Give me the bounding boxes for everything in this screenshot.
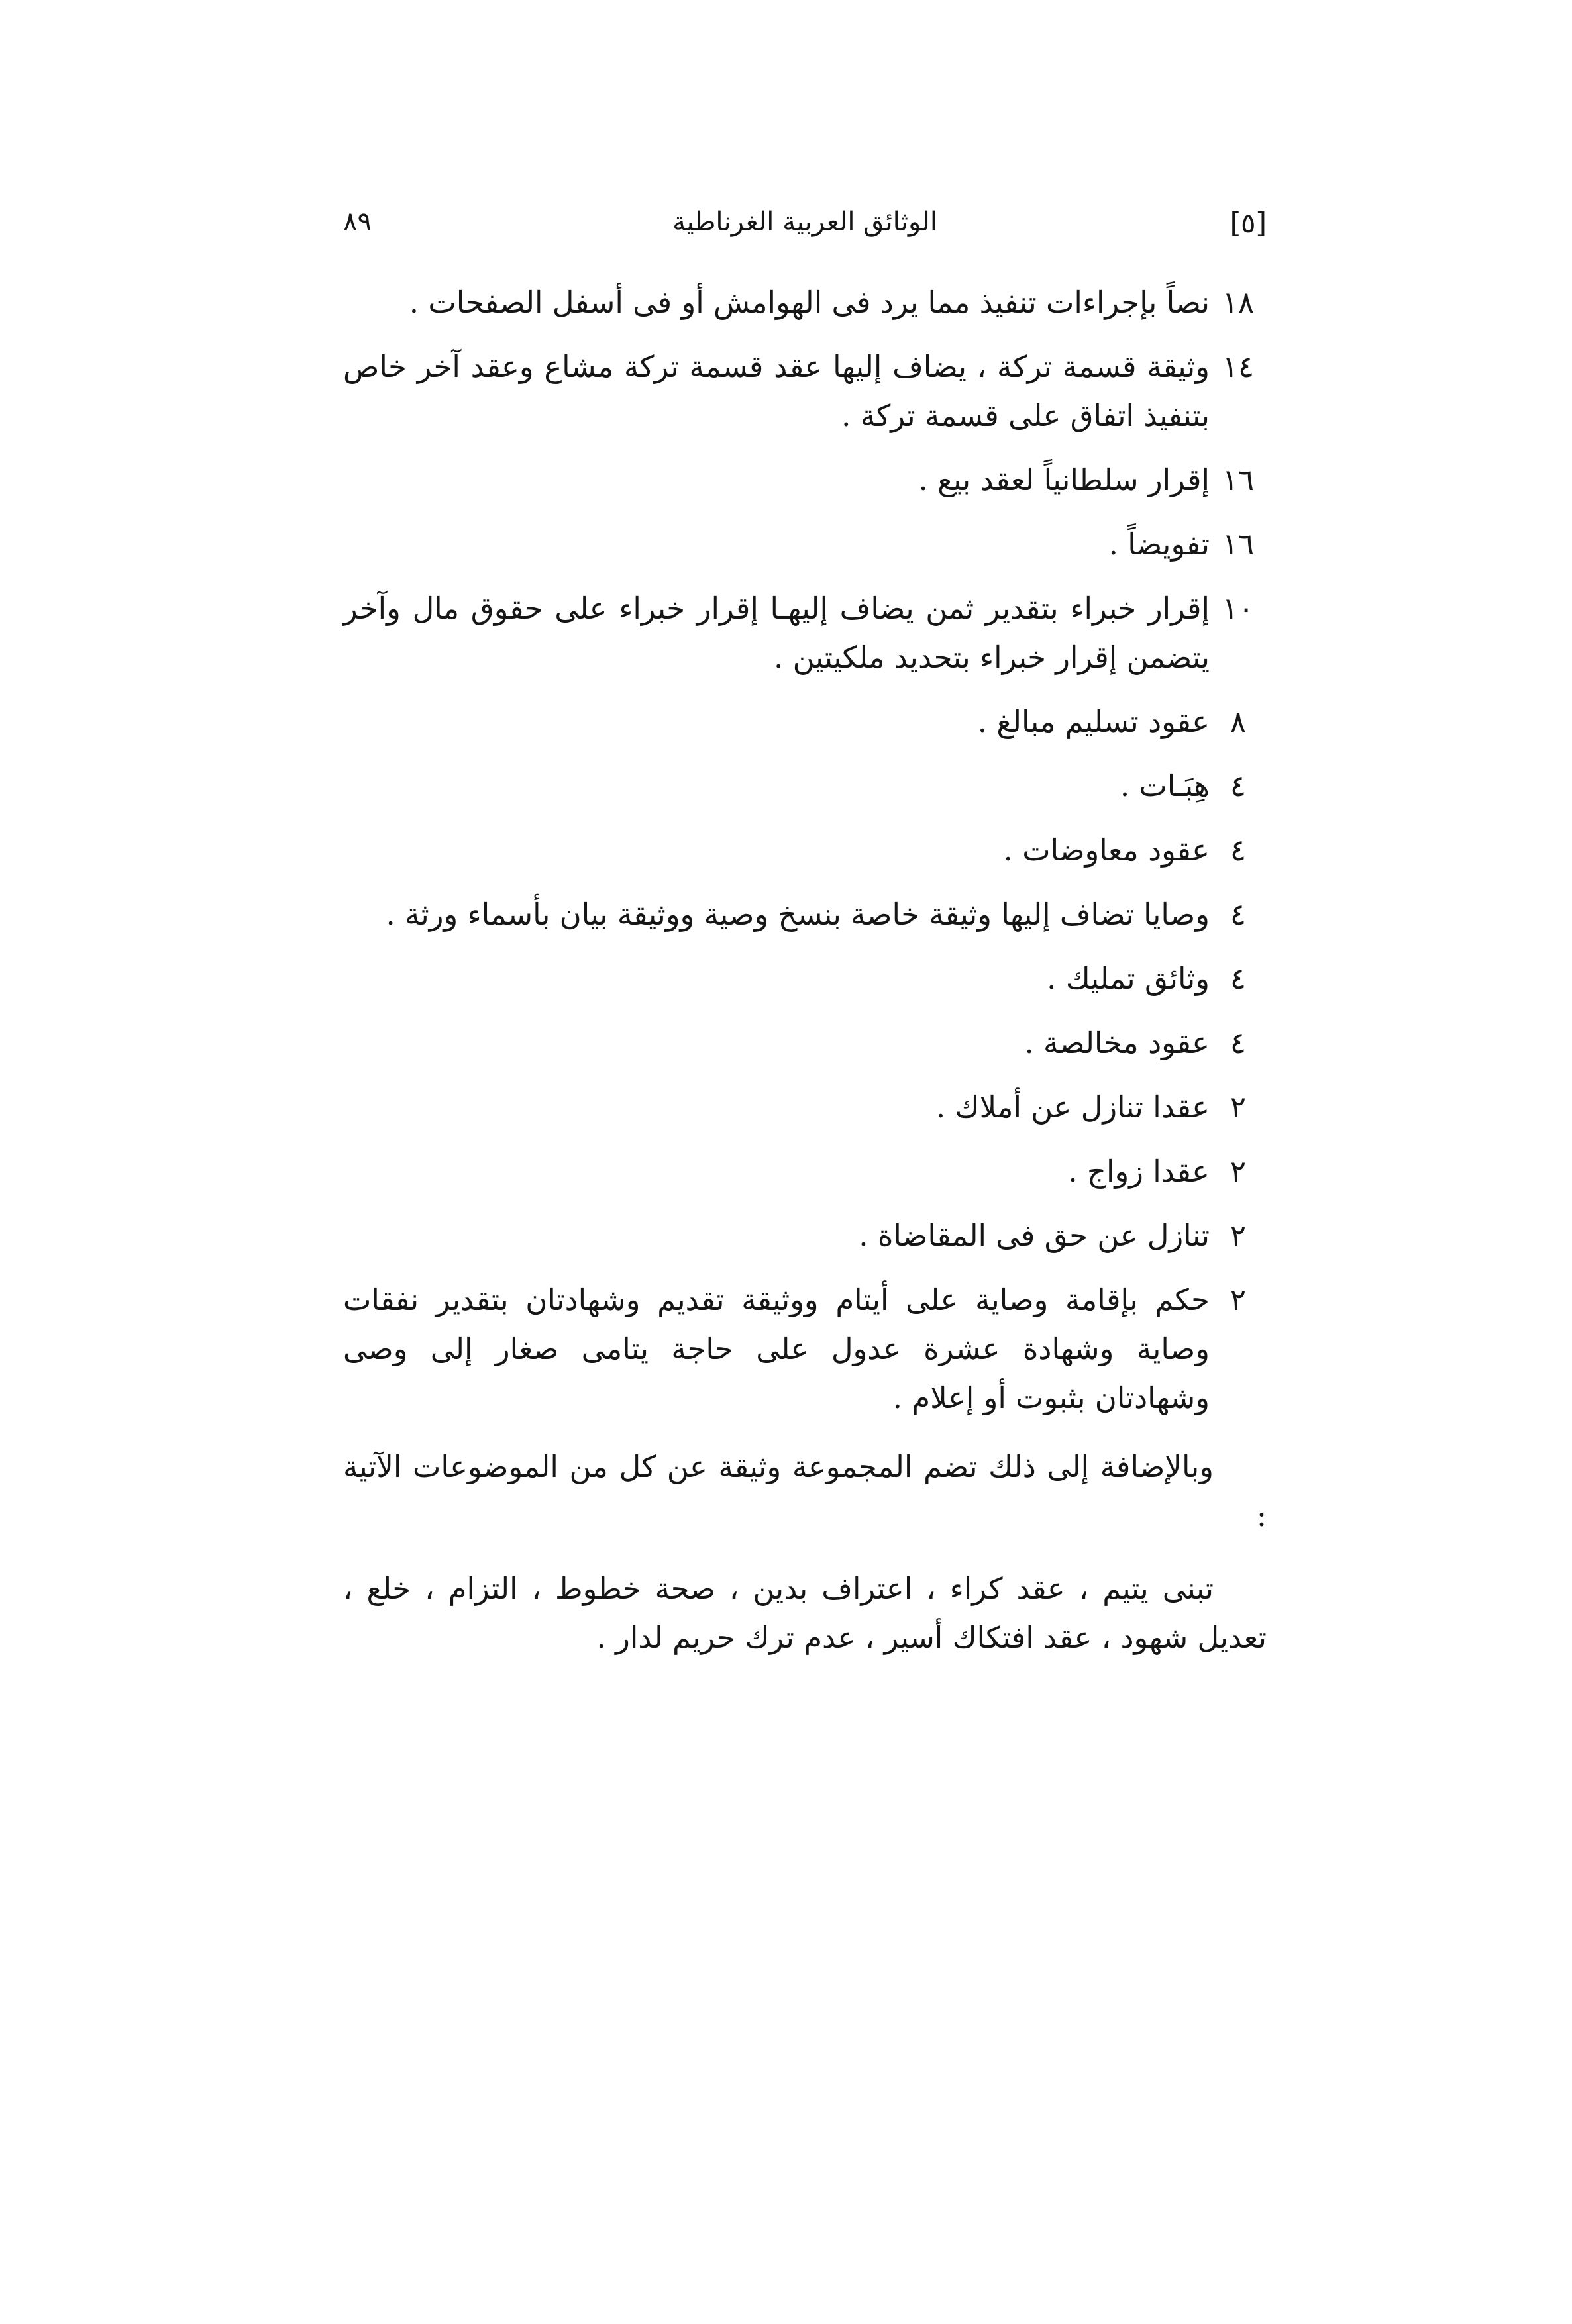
closing-list: تبنى يتيم ، عقد كراء ، اعتراف بدين ، صحة خطوط ، التزام ، خلع ، تعديل شهود ، عقد افتكاك أسير ، عدم ترك حريم لدار . (343, 1571, 1267, 1655)
list-item (343, 826, 1267, 875)
item-text: نصاً بإجراءات تنفيذ مما يرد فى الهوامش أو فى أسفل الصفحات . (409, 285, 1210, 320)
item-count: ٤ (1230, 1025, 1247, 1060)
item-count: ٤ (1230, 961, 1247, 996)
item-count: ٢ (1230, 1218, 1247, 1253)
list-item (343, 1276, 1267, 1423)
item-count: ٤ (1230, 897, 1247, 932)
item-text: عقود مخالصة . (1024, 1025, 1210, 1060)
item-count: ٢ (1230, 1154, 1247, 1189)
item-count: ١٦ (1222, 527, 1255, 562)
list-item (343, 1019, 1267, 1068)
item-count: ١٨ (1222, 285, 1255, 320)
list-item (343, 1211, 1267, 1260)
item-text: وثائق تمليك . (1047, 961, 1210, 996)
list-item (343, 1083, 1267, 1132)
item-text: عقود معاوضات . (1003, 833, 1210, 868)
list-item (343, 697, 1267, 746)
list-item (343, 456, 1267, 505)
list-item (343, 520, 1267, 569)
item-count: ١٤ (1222, 349, 1255, 384)
list-item (343, 890, 1267, 939)
list-item (343, 1147, 1267, 1196)
item-count: ٨ (1230, 704, 1247, 739)
item-text: تنازل عن حق فى المقاضاة . (859, 1218, 1210, 1253)
closing-intro: وبالإضافة إلى ذلك تضم المجموعة وثيقة عن كل من الموضوعات الآتية : (343, 1449, 1267, 1533)
item-count: ٤ (1230, 833, 1247, 868)
list-item (343, 954, 1267, 1003)
page-number: ٨٩ (343, 207, 372, 237)
item-count: ٢ (1230, 1282, 1247, 1317)
running-header (343, 207, 1267, 253)
list-item (343, 342, 1267, 440)
item-text: هِبَـات . (1120, 768, 1210, 803)
list-item (343, 762, 1267, 811)
item-count: ١٠ (1222, 591, 1255, 626)
item-text: إقرار خبراء بتقدير ثمن يضاف إليهـا إقرار خبراء على حقوق مال وآخر يتضمن إقرار خبراء بتحديد ملكيتين . (343, 591, 1210, 675)
item-text: حكم بإقامة وصاية على أيتام ووثيقة تقديم وشهادتان بتقدير نفقات وصاية وشهادة عشرة عدول على حاجة يتامى صغار إلى وصى وشهادتان بثبوت أو إعلام . (343, 1282, 1210, 1415)
item-text: تفويضاً . (1108, 527, 1210, 562)
running-title: الوثائق العربية الغرناطية (672, 207, 937, 237)
item-text: عقدا زواج . (1068, 1154, 1210, 1189)
section-mark: [٥] (1230, 207, 1267, 239)
list-item (343, 278, 1267, 327)
item-count: ١٦ (1222, 462, 1255, 497)
list-item (343, 584, 1267, 682)
item-text: إقرار سلطانياً لعقد بيع . (918, 462, 1210, 497)
item-text: وصايا تضاف إليها وثيقة خاصة بنسخ وصية ووثيقة بيان بأسماء ورثة . (386, 897, 1210, 932)
body-text (343, 278, 1267, 1686)
item-text: وثيقة قسمة تركة ، يضاف إليها عقد قسمة تركة مشاع وعقد آخر خاص بتنفيذ اتفاق على قسمة تركة . (343, 349, 1210, 433)
item-text: عقدا تنازل عن أملاك . (935, 1089, 1210, 1125)
item-count: ٢ (1230, 1089, 1247, 1125)
item-text: عقود تسليم مبالغ . (977, 704, 1210, 739)
item-count: ٤ (1230, 768, 1247, 803)
